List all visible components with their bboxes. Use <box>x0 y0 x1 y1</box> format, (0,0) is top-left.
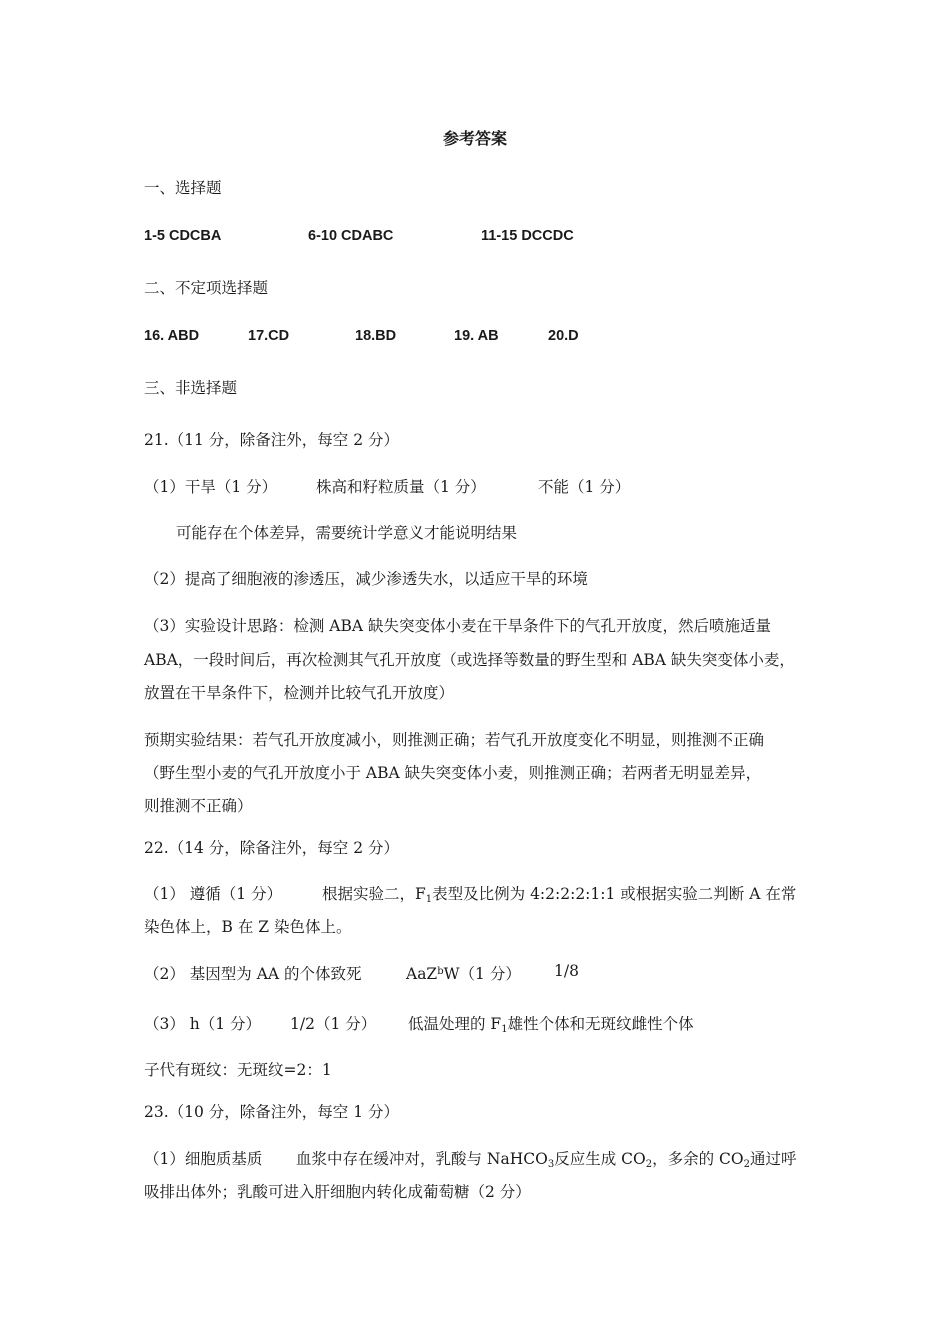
answer-item: 18.BD <box>355 328 397 344</box>
q22-part1-answer-a: （1） 遵循（1 分） <box>144 885 283 903</box>
q21-part1-note: 可能存在个体差异，需要统计学意义才能说明结果 <box>176 524 518 542</box>
q22-part1-answer-b: 根据实验二，$F_1$表型及比例为 4:2:2:2:1:1 或根据实验二判断 A 在常 <box>322 885 797 905</box>
page-title: 参考答案 <box>442 129 507 148</box>
answer-item: 19. AB <box>454 328 499 344</box>
q22-part2-answer-a: （2） 基因型为 AA 的个体致死 <box>144 965 362 983</box>
q21-part3-line3: 放置在干旱条件下，检测并比较气孔开放度） <box>144 684 455 702</box>
answer-item: 20.D <box>548 328 579 344</box>
section-heading-multi-choice: 二、不定项选择题 <box>144 279 269 297</box>
answer-item: 17.CD <box>248 328 290 344</box>
q22-part3-answer-a: （3） h（1 分） <box>144 1015 262 1033</box>
q21-part2: （2）提高了细胞液的渗透压，减少渗透失水，以适应干旱的环境 <box>144 570 588 588</box>
q22-part1-line2: 染色体上，B 在 Z 染色体上。 <box>144 918 352 936</box>
q22-header: 22.（14 分，除备注外，每空 2 分） <box>144 839 400 857</box>
section-heading-non-choice: 三、非选择题 <box>144 379 238 397</box>
q23-part1-answer-a: （1）细胞质基质 <box>144 1150 263 1168</box>
q21-part1-answer-c: 不能（1 分） <box>538 478 631 496</box>
answer-group: 11-15 DCCDC <box>481 228 574 244</box>
q22-part3-answer-c: 低温处理的 $F_1$雄性个体和无斑纹雌性个体 <box>408 1015 694 1035</box>
q22-part2-answer-b: AaZ$^b$W（1 分） <box>406 965 521 983</box>
q21-expected-line3: 则推测不正确） <box>144 797 253 815</box>
q22-part3-line2: 子代有斑纹：无斑纹=2：1 <box>144 1061 332 1079</box>
q21-part1-answer-a: （1）干旱（1 分） <box>144 478 278 496</box>
q22-part3-answer-b: 1/2（1 分） <box>290 1015 377 1033</box>
q23-part1-line2: 吸排出体外；乳酸可进入肝细胞内转化成葡萄糖（2 分） <box>144 1183 531 1201</box>
answer-group: 6-10 CDABC <box>308 228 394 244</box>
q21-header: 21.（11 分，除备注外，每空 2 分） <box>144 431 400 449</box>
q23-header: 23.（10 分，除备注外，每空 1 分） <box>144 1103 400 1121</box>
q21-part3-line2: ABA，一段时间后，再次检测其气孔开放度（或选择等数量的野生型和 ABA 缺失突变体小麦， <box>144 651 795 669</box>
q23-part1-answer-b: 血浆中存在缓冲对，乳酸与 NaHCO$_3$反应生成 $CO_2$，多余的 $CO_2$通过呼 <box>296 1150 797 1170</box>
answer-item: 16. ABD <box>144 328 200 344</box>
q21-part3-line1: （3）实验设计思路：检测 ABA 缺失突变体小麦在干旱条件下的气孔开放度，然后喷施适量 <box>144 617 771 635</box>
answer-group: 1-5 CDCBA <box>144 228 222 244</box>
section-heading-choice: 一、选择题 <box>144 179 222 197</box>
q22-part2-answer-c: 1/8 <box>554 962 579 980</box>
q21-part1-answer-b: 株高和籽粒质量（1 分） <box>316 478 486 496</box>
q21-expected-line1: 预期实验结果：若气孔开放度减小，则推测正确；若气孔开放度变化不明显，则推测不正确 <box>144 731 765 749</box>
q21-expected-line2: （野生型小麦的气孔开放度小于 ABA 缺失突变体小麦，则推测正确；若两者无明显差异， <box>144 764 762 782</box>
